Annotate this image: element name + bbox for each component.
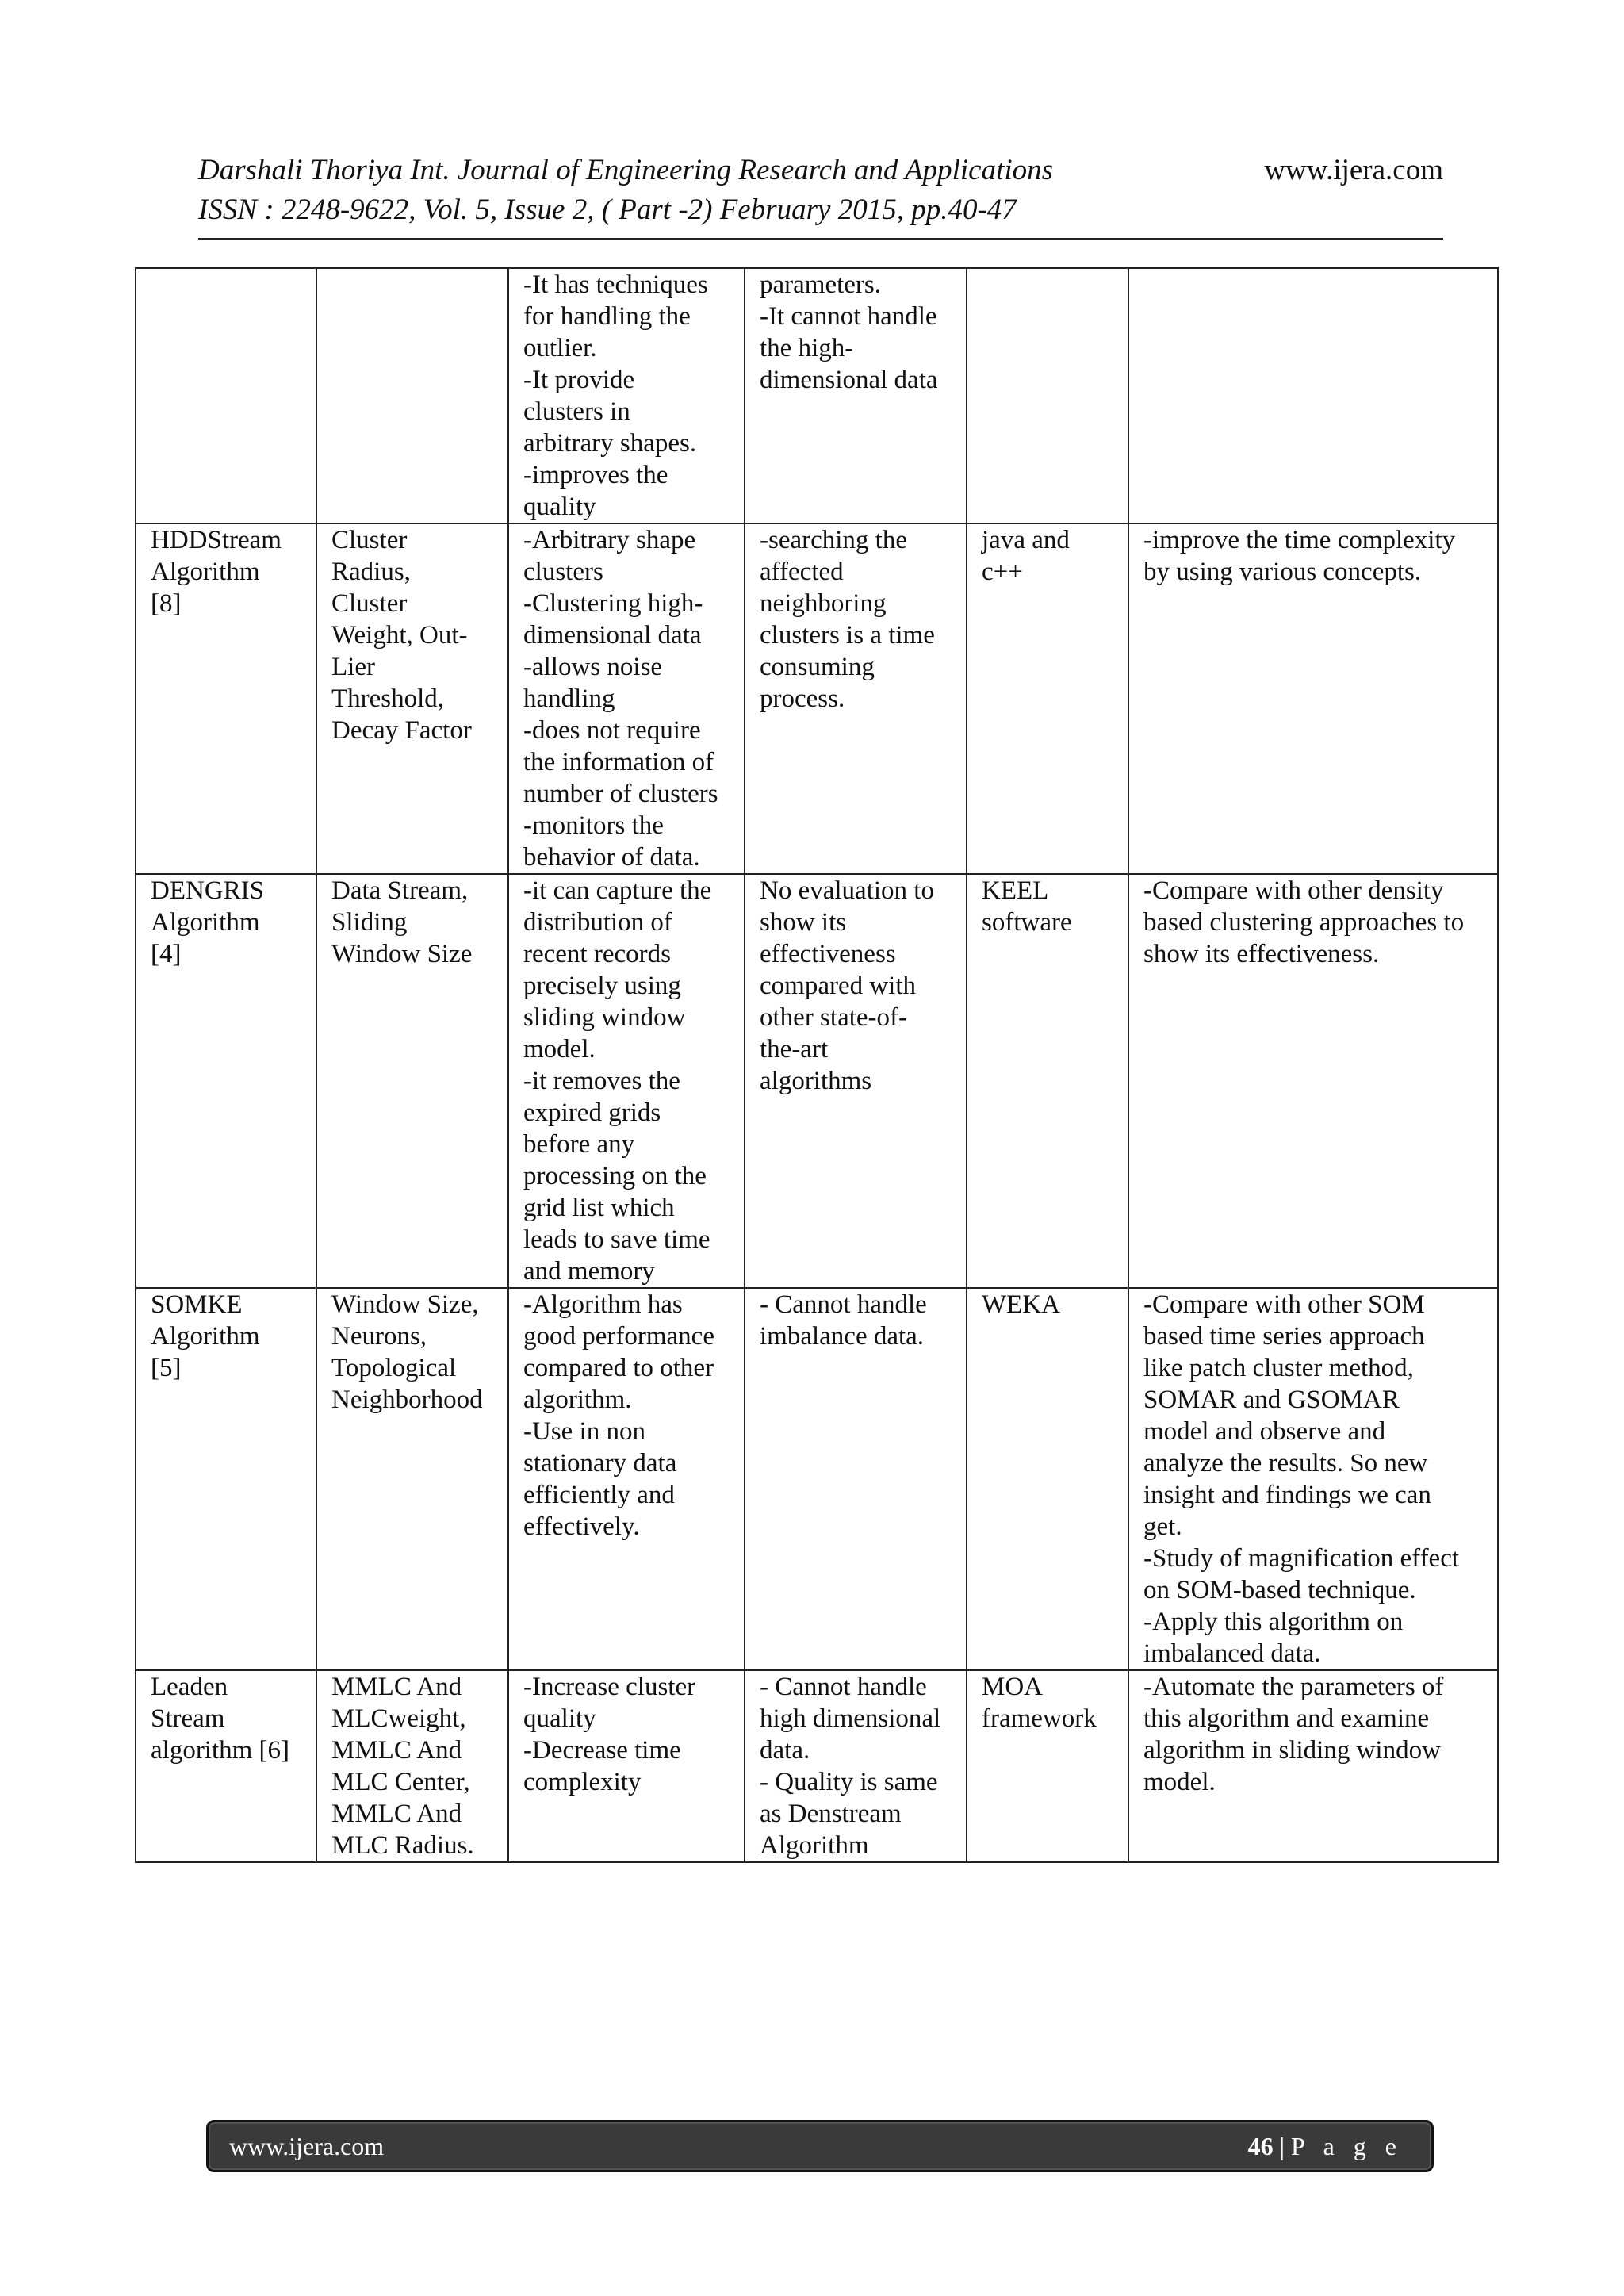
cell-text-line: as Denstream: [760, 1800, 902, 1828]
cell-text-line: clusters: [523, 558, 603, 586]
cell-text-line: - Cannot handle: [760, 1673, 927, 1701]
cell-text-line: WEKA: [982, 1290, 1060, 1319]
cell-text-line: -Automate the parameters of: [1143, 1673, 1444, 1701]
cell-text-line: algorithms: [760, 1067, 872, 1095]
cell-text-line: Sliding: [331, 908, 408, 937]
cell-text-line: data.: [760, 1736, 810, 1765]
cell-future-work: [1128, 523, 1498, 874]
cell-text-line: this algorithm and examine: [1143, 1704, 1430, 1733]
cell-text-line: Algorithm: [151, 908, 260, 937]
cell-text-line: based time series approach: [1143, 1322, 1425, 1351]
cell-limitations: [745, 1288, 967, 1670]
page-separator: |: [1273, 2131, 1291, 2160]
cell-text-line: -Study of magnification effect: [1143, 1544, 1460, 1573]
cell-text-line: affected: [760, 558, 844, 586]
cell-text-line: recent records: [523, 940, 671, 968]
cell-advantages: [508, 268, 745, 523]
cell-text-line: Topological: [331, 1354, 457, 1382]
cell-text-line: [8]: [151, 589, 182, 618]
cell-text-line: MOA: [982, 1673, 1044, 1701]
cell-text-line: show its: [760, 908, 847, 937]
page-footer: [206, 2120, 1434, 2172]
cell-text-line: MLC Radius.: [331, 1831, 474, 1860]
cell-text-line: grid list which: [523, 1194, 675, 1222]
cell-text-line: compared with: [760, 972, 917, 1000]
cell-text-line: -It has techniques: [523, 270, 708, 299]
table-row: [136, 874, 1498, 1288]
cell-parameters: [316, 1288, 508, 1670]
cell-text-line: Stream: [151, 1704, 225, 1733]
cell-text-line: imbalanced data.: [1143, 1639, 1321, 1668]
cell-text-line: Data Stream,: [331, 876, 469, 905]
cell-algorithm: [136, 268, 316, 523]
cell-text-line: -improves the: [523, 461, 668, 489]
page-indicator: [1248, 2132, 1403, 2161]
cell-text-line: Neurons,: [331, 1322, 427, 1351]
cell-text-line: algorithm.: [523, 1386, 632, 1414]
cell-future-work: [1128, 268, 1498, 523]
cell-text-line: quality: [523, 1704, 596, 1733]
cell-advantages: [508, 1670, 745, 1862]
cell-text-line: c++: [982, 558, 1023, 586]
page-number: 46: [1247, 2131, 1274, 2160]
cell-limitations: [745, 523, 967, 874]
cell-text-line: compared to other: [523, 1354, 714, 1382]
cell-text-line: parameters.: [760, 270, 881, 299]
table-row: [136, 523, 1498, 874]
cell-text-line: MMLC And: [331, 1800, 462, 1828]
cell-text-line: imbalance data.: [760, 1322, 925, 1351]
cell-text-line: and memory: [523, 1257, 655, 1286]
cell-text-line: leads to save time: [523, 1225, 710, 1254]
cell-text-line: -it can capture the: [523, 876, 712, 905]
cell-limitations: [745, 268, 967, 523]
cell-text-line: java and: [982, 526, 1070, 554]
cell-text-line: Decay Factor: [331, 716, 472, 745]
cell-text-line: get.: [1143, 1512, 1182, 1541]
cell-text-line: Radius,: [331, 558, 411, 586]
cell-text-line: No evaluation to: [760, 876, 934, 905]
cell-parameters: [316, 268, 508, 523]
cell-text-line: effectiveness: [760, 940, 896, 968]
cell-text-line: Algorithm: [760, 1831, 869, 1860]
cell-text-line: algorithm in sliding window: [1143, 1736, 1441, 1765]
cell-text-line: MLCweight,: [331, 1704, 466, 1733]
cell-text-line: software: [982, 908, 1072, 937]
cell-text-line: neighboring: [760, 589, 887, 618]
cell-text-line: Cluster: [331, 589, 408, 618]
cell-text-line: model and observe and: [1143, 1417, 1386, 1446]
footer-website: www.ijera.com: [229, 2131, 385, 2160]
page-word: P a g e: [1290, 2131, 1403, 2160]
cell-tool: [967, 1670, 1128, 1862]
cell-text-line: -Increase cluster: [523, 1673, 696, 1701]
cell-text-line: Cluster: [331, 526, 408, 554]
cell-text-line: clusters in: [523, 397, 630, 426]
cell-text-line: -Compare with other SOM: [1143, 1290, 1425, 1319]
cell-text-line: -It provide: [523, 366, 635, 394]
cell-text-line: Algorithm: [151, 1322, 260, 1351]
cell-text-line: algorithm [6]: [151, 1736, 290, 1765]
cell-algorithm: [136, 1670, 316, 1862]
cell-tool: [967, 268, 1128, 523]
cell-advantages: [508, 1288, 745, 1670]
cell-text-line: Threshold,: [331, 684, 445, 713]
cell-text-line: sliding window: [523, 1003, 686, 1032]
cell-text-line: effectively.: [523, 1512, 640, 1541]
cell-text-line: by using various concepts.: [1143, 558, 1422, 586]
cell-tool: [967, 1288, 1128, 1670]
cell-text-line: on SOM-based technique.: [1143, 1576, 1416, 1604]
cell-text-line: efficiently and: [523, 1481, 675, 1509]
cell-text-line: [4]: [151, 940, 182, 968]
cell-text-line: -allows noise: [523, 653, 663, 681]
cell-text-line: -Decrease time: [523, 1736, 681, 1765]
cell-text-line: dimensional data: [760, 366, 938, 394]
algorithm-comparison-table: [135, 267, 1499, 1863]
cell-text-line: SOMAR and GSOMAR: [1143, 1386, 1400, 1414]
cell-text-line: clusters is a time: [760, 621, 935, 650]
cell-text-line: before any: [523, 1130, 635, 1159]
cell-text-line: Neighborhood: [331, 1386, 483, 1414]
cell-text-line: handling: [523, 684, 615, 713]
cell-text-line: -Algorithm has: [523, 1290, 683, 1319]
cell-text-line: Lier: [331, 653, 375, 681]
cell-text-line: quality: [523, 493, 596, 521]
cell-text-line: arbitrary shapes.: [523, 429, 697, 458]
table-body: [136, 268, 1498, 1862]
cell-text-line: other state-of-: [760, 1003, 907, 1032]
cell-text-line: Weight, Out-: [331, 621, 468, 650]
cell-text-line: MMLC And: [331, 1673, 462, 1701]
cell-text-line: good performance: [523, 1322, 714, 1351]
table-row: [136, 268, 1498, 523]
cell-algorithm: [136, 523, 316, 874]
cell-text-line: Algorithm: [151, 558, 260, 586]
cell-text-line: -it removes the: [523, 1067, 680, 1095]
cell-text-line: the high-: [760, 334, 854, 362]
cell-tool: [967, 874, 1128, 1288]
cell-text-line: DENGRIS: [151, 876, 265, 905]
cell-future-work: [1128, 1670, 1498, 1862]
cell-advantages: [508, 523, 745, 874]
cell-text-line: high dimensional: [760, 1704, 941, 1733]
cell-text-line: stationary data: [523, 1449, 677, 1478]
cell-text-line: processing on the: [523, 1162, 707, 1190]
cell-parameters: [316, 874, 508, 1288]
header-divider: [198, 238, 1443, 240]
cell-text-line: for handling the: [523, 302, 691, 331]
cell-algorithm: [136, 1288, 316, 1670]
cell-text-line: based clustering approaches to: [1143, 908, 1465, 937]
cell-text-line: model.: [1143, 1768, 1216, 1796]
cell-text-line: -Compare with other density: [1143, 876, 1444, 905]
cell-text-line: -Use in non: [523, 1417, 645, 1446]
journal-citation-line: Darshali Thoriya Int. Journal of Engineering Research and Applications: [198, 154, 1054, 186]
cell-text-line: analyze the results. So new: [1143, 1449, 1428, 1478]
cell-text-line: Leaden: [151, 1673, 228, 1701]
cell-text-line: number of clusters: [523, 780, 718, 808]
table-row: [136, 1670, 1498, 1862]
cell-tool: [967, 523, 1128, 874]
cell-text-line: consuming: [760, 653, 875, 681]
cell-text-line: [5]: [151, 1354, 182, 1382]
cell-text-line: like patch cluster method,: [1143, 1354, 1414, 1382]
cell-text-line: SOMKE: [151, 1290, 243, 1319]
cell-parameters: [316, 523, 508, 874]
cell-algorithm: [136, 874, 316, 1288]
cell-text-line: -Arbitrary shape: [523, 526, 696, 554]
cell-text-line: -improve the time complexity: [1143, 526, 1456, 554]
cell-text-line: MMLC And: [331, 1736, 462, 1765]
cell-text-line: -searching the: [760, 526, 907, 554]
cell-text-line: -Clustering high-: [523, 589, 703, 618]
cell-text-line: the-art: [760, 1035, 829, 1064]
issn-line: ISSN : 2248-9622, Vol. 5, Issue 2, ( Part -2) February 2015, pp.40-47: [198, 194, 1017, 226]
cell-text-line: HDDStream: [151, 526, 282, 554]
journal-website: www.ijera.com: [1264, 154, 1443, 186]
running-header: [198, 151, 1443, 230]
cell-text-line: Window Size: [331, 940, 473, 968]
cell-text-line: -Apply this algorithm on: [1143, 1608, 1404, 1636]
cell-text-line: MLC Center,: [331, 1768, 470, 1796]
cell-text-line: Window Size,: [331, 1290, 479, 1319]
cell-text-line: - Cannot handle: [760, 1290, 927, 1319]
cell-text-line: process.: [760, 684, 845, 713]
cell-text-line: framework: [982, 1704, 1097, 1733]
table-row: [136, 1288, 1498, 1670]
cell-text-line: -monitors the: [523, 811, 664, 840]
cell-text-line: complexity: [523, 1768, 642, 1796]
cell-text-line: dimensional data: [523, 621, 702, 650]
cell-text-line: - Quality is same: [760, 1768, 938, 1796]
cell-text-line: -does not require: [523, 716, 701, 745]
cell-future-work: [1128, 1288, 1498, 1670]
cell-text-line: behavior of data.: [523, 843, 700, 872]
cell-limitations: [745, 1670, 967, 1862]
cell-text-line: KEEL: [982, 876, 1049, 905]
cell-text-line: insight and findings we can: [1143, 1481, 1431, 1509]
cell-advantages: [508, 874, 745, 1288]
cell-text-line: expired grids: [523, 1098, 661, 1127]
cell-text-line: the information of: [523, 748, 714, 776]
cell-text-line: model.: [523, 1035, 596, 1064]
cell-text-line: precisely using: [523, 972, 681, 1000]
cell-text-line: distribution of: [523, 908, 672, 937]
cell-future-work: [1128, 874, 1498, 1288]
cell-text-line: -It cannot handle: [760, 302, 937, 331]
cell-text-line: show its effectiveness.: [1143, 940, 1380, 968]
cell-limitations: [745, 874, 967, 1288]
cell-text-line: outlier.: [523, 334, 597, 362]
cell-parameters: [316, 1670, 508, 1862]
